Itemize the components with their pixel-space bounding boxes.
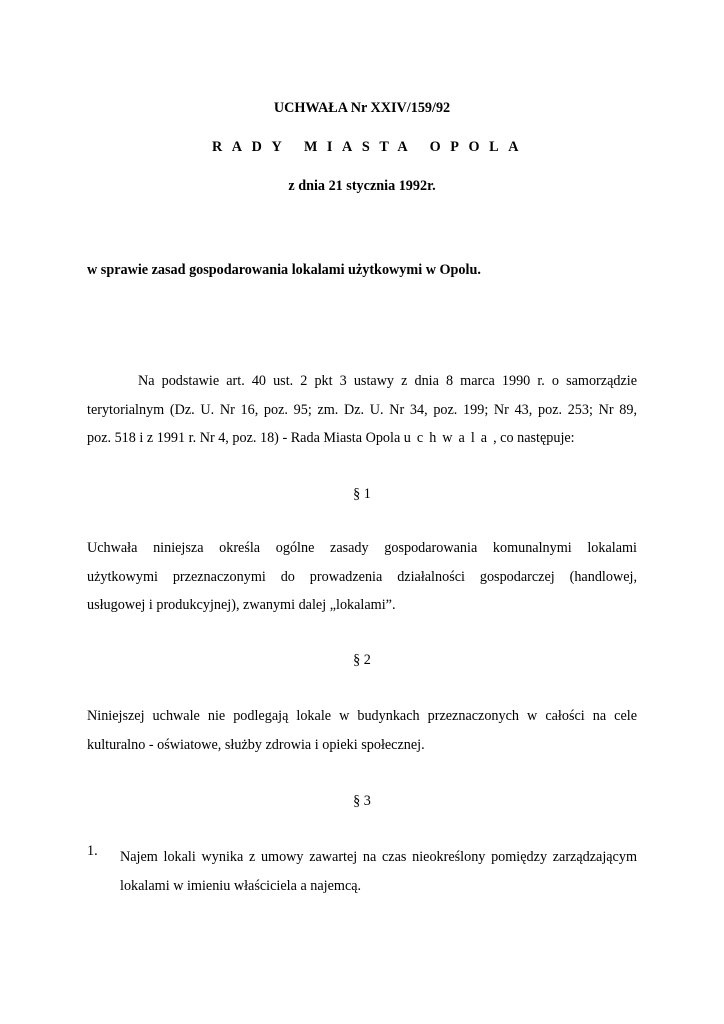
section-symbol-3: § 3 xyxy=(353,793,371,809)
section-2-line-2: kulturalno - oświatowe, służby zdrowia i opieki społecznej. xyxy=(87,736,425,753)
resolution-date: z dnia 21 stycznia 1992r. xyxy=(288,178,436,194)
section-symbol-2: § 2 xyxy=(353,652,371,668)
preamble-paragraph xyxy=(87,367,637,453)
section-1-paragraph xyxy=(87,534,637,620)
section-3-item-number: 1. xyxy=(87,843,98,859)
resolution-title: UCHWAŁA Nr XXIV/159/92 xyxy=(273,100,451,116)
section-3-item-line-2: lokalami w imieniu właściciela a najemcą. xyxy=(120,877,362,894)
council-name: RADY MIASTA OPOLA xyxy=(211,139,529,155)
preamble-line-1: Na podstawie art. 40 ust. 2 pkt 3 ustawy z dnia 8 marca 1990 r. o samorządzie xyxy=(138,373,637,389)
section-symbol-1: § 1 xyxy=(353,486,371,502)
section-1-line-2: użytkowymi przeznaczonymi do prowadzenia działalności gospodarczej (handlowej, xyxy=(87,568,637,585)
preamble-line-3 xyxy=(87,424,637,453)
preamble-line-2: terytorialnym (Dz. U. Nr 16, poz. 95; zm. Dz. U. Nr 34, poz. 199; Nr 43, poz. 253; Nr 89, xyxy=(87,401,637,418)
resolution-subject: w sprawie zasad gospodarowania lokalami użytkowymi w Opolu. xyxy=(87,262,481,278)
section-1-line-3: usługowej i produkcyjnej), zwanymi dalej „lokalami”. xyxy=(87,597,396,613)
section-3-item-line-1: Najem lokali wynika z umowy zawartej na czas nieokreślony pomiędzy zarządzającym xyxy=(120,849,637,865)
section-1-line-1: Uchwała niniejsza określa ogólne zasady gospodarowania komunalnymi lokalami xyxy=(87,540,637,556)
preamble-line-3-end: , co następuje: xyxy=(493,430,575,446)
section-2-line-1: Niniejszej uchwale nie podlegają lokale w budynkach przeznaczonych w całości na cele xyxy=(87,708,637,724)
preamble-line-3-start: poz. 518 i z 1991 r. Nr 4, poz. 18) - Rada Miasta Opola xyxy=(87,430,401,446)
section-2-paragraph xyxy=(87,702,637,759)
section-3-item-text xyxy=(120,843,637,900)
preamble-keyword: uchwala xyxy=(403,430,494,446)
